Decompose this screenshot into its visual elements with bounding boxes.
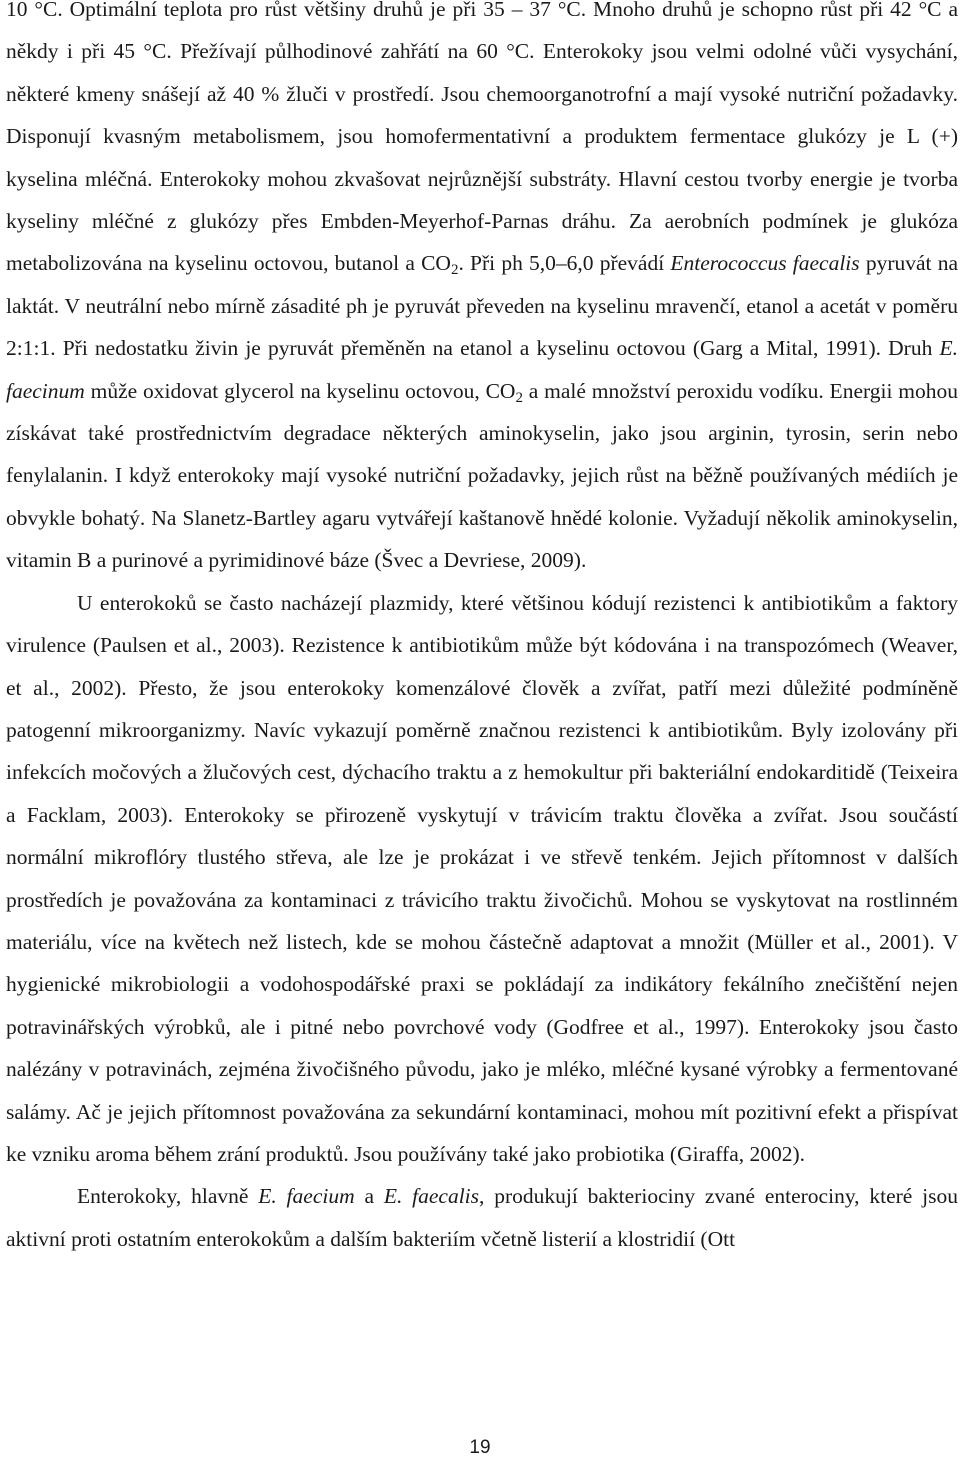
italic-term: E. faecinum — [6, 336, 958, 403]
subscript: 2 — [515, 389, 523, 406]
text-run: U enterokoků se často nacházejí plazmidy, které většinou kódují rezistenci k antibiotikům a faktory virulence (Paulsen et al., 2003). Rezistence k antibiotikům může být kódována i na transpozómech (Weaver, et al., 2002). Přesto, že jsou enterokoky komenzálové člověk a zvířat, patří mezi důležité podmíněně patogenní mikroorganizmy. Navíc vykazují poměrně značnou rezistenci k antibiotikům. Byly izolovány při infekcích močových a žlučových cest, dýchacího traktu a z hemokultur při bakteriální endokarditidě (Teixeira a Facklam, 2003). Enterokoky se přirozeně vyskytují v trávicím traktu člověka a zvířat. Jsou součástí normální mikroflóry tlustého střeva, ale lze je prokázat i ve střevě tenkém. Jejich přítomnost v dalších prostředích je považována za kontaminaci z trávicího traktu živočichů. Mohou se vyskytovat na rostlinném materiálu, více na květech než listech, kde se mohou částečně adaptovat a množit (Müller et al., 2001). V hygienické mikrobiologii a vodohospodářské praxi se pokládají za indikátory fekálního znečištění nejen potravinářských výrobků, ale i pitné nebo povrchové vody (Godfree et al., 1997). Enterokoky jsou často nalézány v potravinách, zejména živočišného původu, jako je mléko, mléčné kysané výrobky a fermentované salámy. Ač je jejich přítomnost považována za sekundární kontaminaci, mohou mít pozitivní efekt a přispívat ke vzniku aroma během zrání produktů. Jsou používány také jako probiotika (Giraffa, 2002). — [6, 590, 958, 1166]
text-run: , produkují bakteriociny zvané enterociny, které jsou aktivní proti ostatním enterokokům a dalším bakteriím včetně listerií a klostridií (Ott — [6, 1184, 958, 1251]
italic-term: E. faecalis — [383, 1184, 480, 1209]
text-run: 10 °C. Optimální teplota pro růst většiny druhů je při 35 – 37 °C. Mnoho druhů je schopno růst při 42 °C a někdy i při 45 °C. Přežívají půlhodinové zahřátí na 60 °C. Enterokoky jsou velmi odolné vůči vysychání, některé kmeny snášejí až 40 % žluči v prostředí. Jsou chemoorganotrofní a mají vysoké nutriční požadavky. Disponují kvasným metabolismem, jsou homofermentativní a produktem fermentace glukózy je L (+) kyselina mléčná. Enterokoky mohou zkvašovat nejrůznější substráty. Hlavní cestou tvorby energie je tvorba kyseliny mléčné z glukózy přes Embden-Meyerhof-Parnas dráhu. Za aerobních podmínek je glukóza metabolizována na kyselinu octovou, butanol a CO — [6, 0, 958, 276]
paragraph — [6, 1175, 958, 1260]
text-run: může oxidovat glycerol na kyselinu octovou, CO — [84, 378, 516, 403]
paragraph — [6, 582, 958, 1176]
text-run: a — [354, 1184, 384, 1209]
text-run: . Při ph 5,0–6,0 převádí — [458, 251, 671, 276]
text-run: pyruvát na laktát. V neutrální nebo mírně zásadité ph je pyruvát převeden na kyselinu mravenčí, etanol a acetát v poměru 2:1:1. Při nedostatku živin je pyruvát přeměněn na etanol a kyselinu octovou (Garg a Mital, 1991). Druh — [6, 251, 959, 361]
page-number: 19 — [469, 1437, 491, 1458]
text-run: Enterokoky, hlavně — [77, 1184, 259, 1209]
italic-term: E. faecium — [258, 1184, 355, 1209]
text-run: a malé množství peroxidu vodíku. Energii mohou získávat také prostřednictvím degradace některých aminokyselin, jako jsou arginin, tyrosin, serin nebo fenylalanin. I když enterokoky mají vysoké nutriční požadavky, jejich růst na běžně používaných médiích je obvykle bohatý. Na Slanetz-Bartley agaru vytvářejí kaštanově hnědé kolonie. Vyžadují několik aminokyselin, vitamin B a purinové a pyrimidinové báze (Švec a Devriese, 2009). — [6, 378, 958, 573]
subscript: 2 — [450, 262, 459, 279]
body-text — [6, 0, 958, 1260]
italic-term: Enterococcus faecalis — [670, 251, 860, 276]
paragraph — [6, 0, 958, 582]
